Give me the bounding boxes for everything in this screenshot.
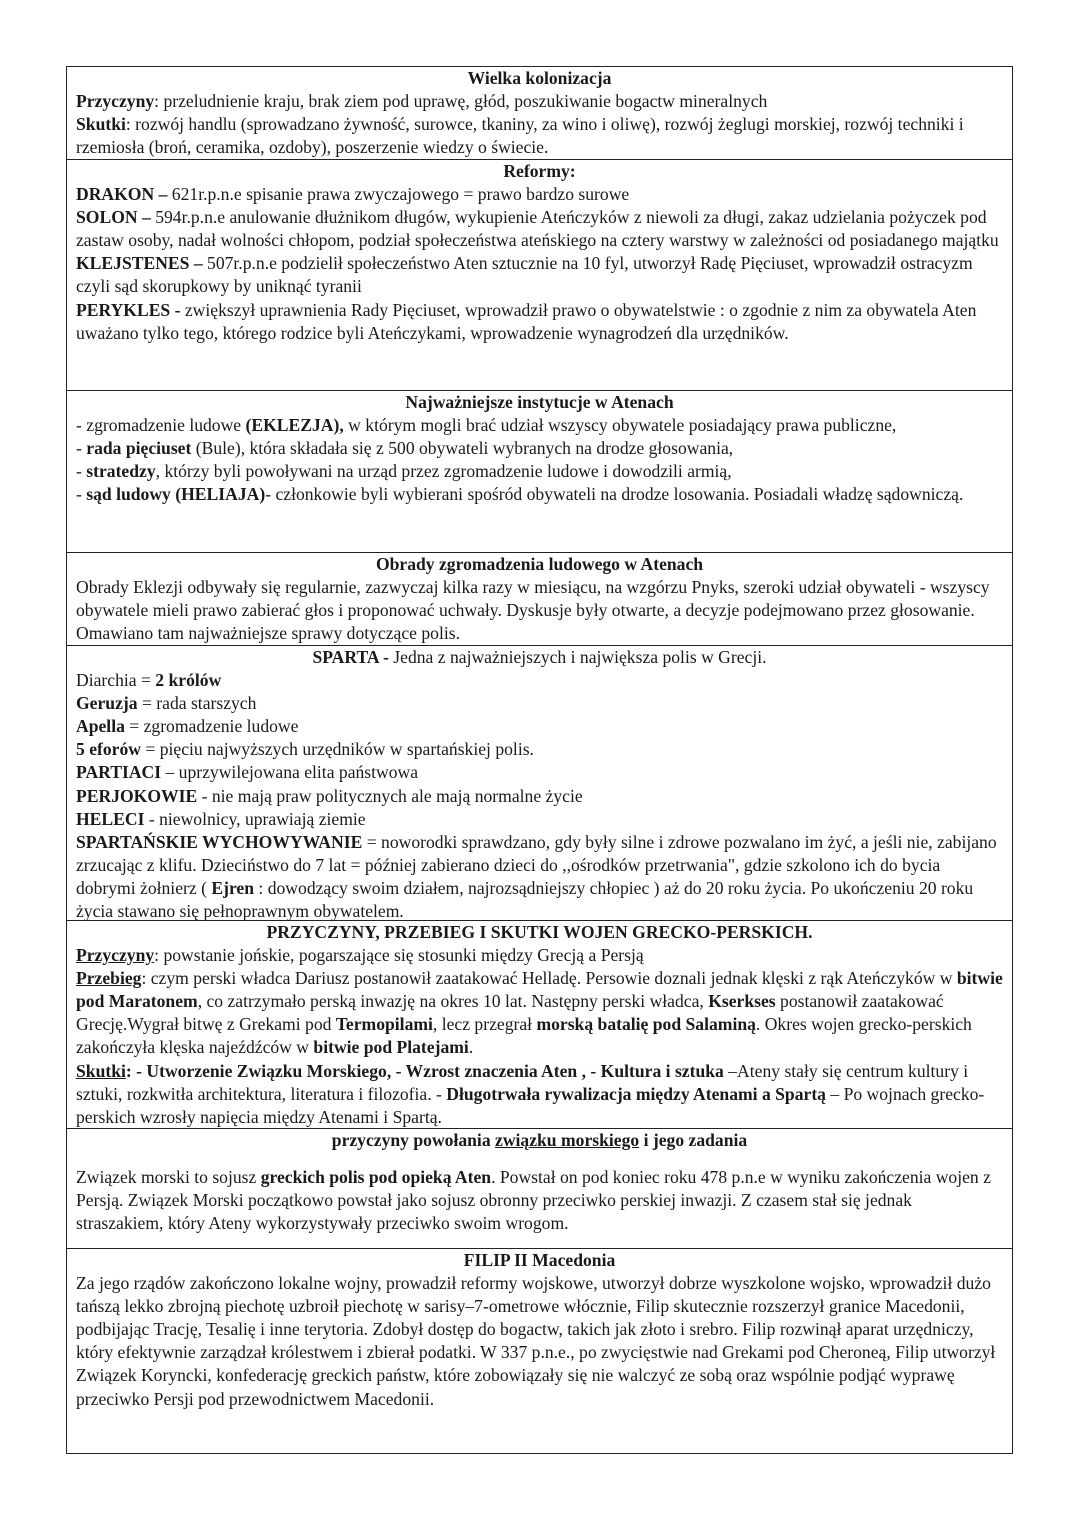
text-run: : przeludnienie kraju, brak ziem pod uprawę, głód, poszukiwanie bogactw mineralnych — [154, 91, 768, 112]
text-run: Przebieg — [76, 968, 142, 989]
section-line — [76, 669, 1003, 692]
text-run: bitwie pod Platejami — [313, 1037, 469, 1058]
text-run: 507r.p.n.e podzielił społeczeństwo Aten sztucznie na 10 fyl, utworzył Radę Pięciuset, wprowadził ostracyzm czyli sąd skorupkowy by uniknąć tyranii — [76, 253, 973, 297]
section-wojny-grecko-perskie — [67, 921, 1012, 1129]
section-filip-ii — [67, 1249, 1012, 1455]
text-run: = zgromadzenie ludowe — [124, 716, 299, 737]
text-run: - nie mają praw politycznych ale mają normalne życie — [197, 785, 583, 806]
text-run: PERJOKOWIE — [76, 785, 198, 806]
text-run: (Bule), która składała się z 500 obywateli wybranych na drodze głosowania, — [191, 438, 734, 459]
text-run: = noworodki sprawdzano, gdy były silne i zdrowe pozwalano im żyć, a jeśli nie, zabijano zrzucając z klifu. Dzieciństwo do 7 lat = później zabierano dzieci do ,,ośrodków przetrwania", gdzie szkolono ich do bycia dobrymi żołnierz ( — [76, 831, 997, 898]
text-run: Obrady Eklezji odbywały się regularnie, zazwyczaj kilka razy w miesiącu, na wzgórzu Pnyks, szeroki udział obywateli - wszyscy obywatele mieli prawo zabierać głos i proponować uchwały. Dyskusje były otwarte, a decyzje podejmowano przez głosowanie. Omawiano tam najważniejsze sprawy dotyczące polis. — [76, 577, 990, 644]
text-run: - — [76, 484, 87, 505]
text-run: Związek morski to sojusz — [76, 1167, 261, 1188]
text-run: postanowił zaatakować Grecję.Wygrał bitwę z Grekami pod — [76, 991, 944, 1035]
text-run: : czym perski władca Dariusz postanowił zaatakować Helladę. Persowie doznali jednak klęski z rąk Ateńczyków w — [141, 968, 957, 989]
text-run: greckich polis pod opieką Aten — [260, 1167, 492, 1188]
text-run: Apella — [76, 716, 125, 737]
text-run: . Powstał on pod koniec roku 478 p.n.e w wyniku zakończenia wojen z Persją. Związek Morski początkowo powstał jako sojusz obronny przeciwko perskiej inwazji. Z czasem stał się jednak straszakiem, który Ateny wykorzystywały przeciwko swoim wrogom. — [76, 1167, 991, 1234]
text-run: - — [76, 438, 87, 459]
text-run: w którym mogli brać udział wszyscy obywatele posiadający prawa publiczne, — [343, 415, 897, 436]
text-run: (EKLEZJA), — [245, 415, 344, 436]
text-run: = rada starszych — [137, 693, 257, 714]
text-run: Skutki — [76, 1060, 126, 1081]
section-title — [76, 1129, 1003, 1152]
section-line — [76, 944, 1003, 967]
section-line — [76, 761, 1003, 784]
section-title: Najważniejsze instytucje w Atenach — [405, 392, 674, 412]
section-reformy — [67, 160, 1012, 391]
section-line — [76, 738, 1003, 761]
text-run: , którzy byli powoływani na urząd przez zgromadzenie ludowe i dowodzili armią, — [155, 461, 732, 482]
text-run: SPARTAŃSKIE WYCHOWYWANIE — [76, 831, 363, 852]
text-run: rada pięciuset — [86, 438, 192, 459]
section-line — [76, 831, 1003, 923]
text-run: Skutki — [76, 114, 126, 135]
text-run: 621r.p.n.e spisanie prawa zwyczajowego = prawo bardzo surowe — [171, 184, 630, 205]
text-run: bitwie pod Maratonem — [76, 968, 1003, 1012]
text-run: Geruzja — [76, 693, 138, 714]
section-instytucje-ateny — [67, 391, 1012, 553]
text-run: = pięciu najwyższych urzędników w spartańskiej polis. — [140, 739, 534, 760]
section-line — [76, 1166, 1003, 1235]
section-zwiazek-morski — [67, 1129, 1012, 1249]
text-run: : rozwój handlu (sprowadzano żywność, surowce, tkaniny, za wino i oliwę), rozwój żeglugi morskiej, rozwój techniki i rzemiosła (broń, ceramika, ozdoby), poszerzenie wiedzy o świecie. — [76, 114, 964, 158]
text-run: . — [468, 1037, 474, 1058]
section-title-part-b: i jego zadania — [639, 1130, 748, 1150]
section-title: PRZYCZYNY, PRZEBIEG I SKUTKI WOJEN GRECKO-PERSKICH. — [266, 922, 813, 942]
section-line — [76, 715, 1003, 738]
section-title: Wielka kolonizacja — [467, 68, 612, 88]
section-line — [76, 437, 1003, 460]
section-sparta — [67, 646, 1012, 921]
section-line — [76, 299, 1003, 345]
section-line — [76, 576, 1003, 645]
text-run: , lecz przegrał — [432, 1014, 537, 1035]
text-run: DRAKON – — [76, 184, 172, 205]
section-line — [76, 785, 1003, 808]
text-run: KLEJSTENES – — [76, 253, 208, 274]
text-run: zwiększył uprawnienia Rady Pięciuset, wprowadził prawo o obywatelstwie : o zgodnie z nim za obywatela Aten uważano tylko tego, którego rodzice byli Ateńczykami, wprowadzenie wynagrodzeń dla urzędników. — [76, 299, 977, 343]
section-title-bold: SPARTA - — [312, 647, 394, 667]
text-run: morską batalię pod Salaminą — [536, 1014, 756, 1035]
section-title — [76, 646, 1003, 669]
section-line — [76, 692, 1003, 715]
text-run: - niewolnicy, uprawiają ziemie — [144, 808, 366, 829]
text-run: Termopilami — [335, 1014, 433, 1035]
text-run: : powstanie jońskie, pogarszające się stosunki między Grecją a Persją — [154, 945, 644, 966]
text-run: Przyczyny — [76, 91, 155, 112]
section-title: Reformy: — [503, 161, 576, 181]
text-run: - — [76, 461, 87, 482]
section-title-part-a: przyczyny powołania — [331, 1130, 496, 1150]
section-wielka-kolonizacja — [67, 67, 1012, 160]
text-run: Ejren — [211, 877, 255, 898]
text-run: . Okres wojen grecko-perskich zakończyła klęska najeźdźców w — [76, 1014, 972, 1058]
section-line — [76, 252, 1003, 298]
section-line — [76, 460, 1003, 483]
section-obrady-zgromadzenia — [67, 553, 1012, 646]
text-run: Przyczyny — [76, 945, 155, 966]
section-line — [76, 1272, 1003, 1411]
section-line — [76, 808, 1003, 831]
text-run: : - Utworzenie Związku Morskiego, - Wzrost znaczenia Aten , - Kultura i sztuka — [125, 1060, 724, 1081]
section-line — [76, 113, 1003, 159]
section-line — [76, 414, 1003, 437]
section-line — [76, 90, 1003, 113]
text-run: PARTIACI — [76, 762, 162, 783]
text-run: sąd ludowy (HELIAJA) — [86, 484, 266, 505]
paragraph-gap — [76, 1152, 1003, 1166]
text-run: HELECI — [76, 808, 145, 829]
section-title-rest: Jedna z najważniejszych i największa polis w Grecji. — [393, 647, 767, 667]
section-title: FILIP II Macedonia — [463, 1250, 616, 1270]
text-run: Diarchia = — [76, 670, 156, 691]
text-run: - członkowie byli wybierani spośród obywateli na drodze losowania. Posiadali władzę sądowniczą. — [265, 484, 964, 505]
section-line — [76, 183, 1003, 206]
text-run: Długotrwała rywalizacja między Atenami a Spartą — [446, 1083, 826, 1104]
section-title: Obrady zgromadzenia ludowego w Atenach — [375, 554, 704, 574]
text-run: 5 eforów — [76, 739, 141, 760]
section-line — [76, 967, 1003, 1059]
text-run: Kserkses — [708, 991, 776, 1012]
text-run: Za jego rządów zakończono lokalne wojny, prowadził reformy wojskowe, utworzył dobrze wyszkolone wojsko, wprowadził dużo tańszą lekko zbrojną piechotę uzbroił piechotę w sarisy–7-ometrowe włócznie, Filip skutecznie rozszerzył granice Macedonii, podbijając Trację, Tesalię i inne terytoria. Zdobył dostęp do bogactw, takich jak złoto i srebro. Filip rozwinął aparat urzędniczy, który efektywnie zarządzał królestwem i zbierał podatki. W 337 p.n.e., po zwycięstwie nad Grekami pod Cheroneą, Filip utworzył Związek Koryncki, konfederację greckich państw, które zobowiązały się nie walczyć ze sobą oraz wspólnie podjąć wyprawę przeciwko Persji pod przewodnictwem Macedonii. — [76, 1273, 996, 1409]
text-run: –Ateny stały się centrum kultury i sztuki, rozkwitła architektura, literatura i filozofia. - — [76, 1060, 969, 1104]
text-run: , co zatrzymało perską inwazję na okres 10 lat. Następny perski władca, — [197, 991, 709, 1012]
text-run: SOLON – — [76, 207, 156, 228]
text-run: 594r.p.n.e anulowanie dłużnikom długów, wykupienie Ateńczyków z niewoli za długi, zakaz udzielania pożyczek pod zastaw osoby, nadał wolności chłopom, podział społeczeństwa ateńskiego na cztery warstwy w zależności od posiadanego majątku — [76, 207, 999, 251]
section-line — [76, 1060, 1003, 1129]
notes-table — [66, 66, 1013, 1454]
section-title-underlined: związku morskiego — [495, 1130, 640, 1150]
text-run: PERYKLES - — [76, 299, 185, 320]
text-run: – Po wojnach grecko-perskich wzrosły napięcia między Atenami i Spartą. — [76, 1083, 985, 1127]
section-line — [76, 483, 1003, 506]
section-line — [76, 206, 1003, 252]
text-run: stratedzy — [86, 461, 156, 482]
text-run: – uprzywilejowana elita państwowa — [161, 762, 419, 783]
text-run: 2 królów — [155, 670, 222, 691]
text-run: : dowodzący swoim działem, najrozsądniejszy chłopiec ) aż do 20 roku życia. Po ukończeniu 20 roku życia stawano się pełnoprawnym obywatelem. — [76, 877, 974, 922]
text-run: - zgromadzenie ludowe — [76, 415, 246, 436]
